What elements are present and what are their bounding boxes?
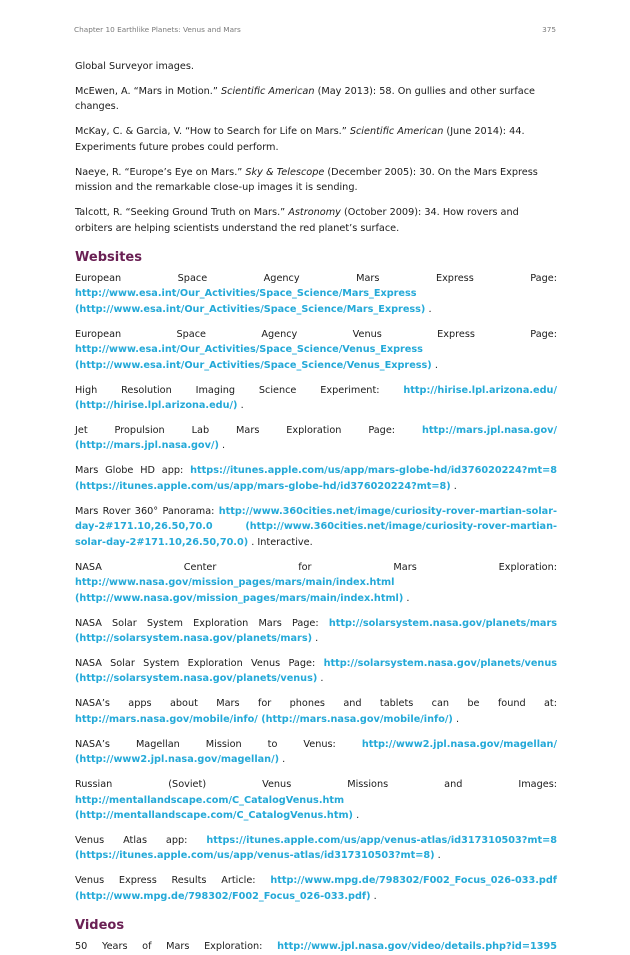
website-entry: NASA’s Magellan Mission to Venus: http://www2.jpl.nasa.gov/magellan/ (http://www2.jpl.nasa.gov/magellan/) . [75,738,557,766]
website-link[interactable]: http://mentallandscape.com/C_CatalogVenus.htm (http://mentallandscape.com/C_CatalogVenus.htm) [75,794,353,821]
website-link[interactable]: http://www.nasa.gov/mission_pages/mars/main/index.html (http://www.nasa.gov/mission_pages/mars/main/index.html) [75,577,404,604]
reference-entry: Naeye, R. “Europe’s Eye on Mars.” Sky & Telescope (December 2005): 30. On the Mars Express mission and the remarkable close-up images it is sending. [75,166,538,194]
publication-title: Scientific American [349,126,444,138]
website-link[interactable]: http://mars.nasa.gov/mobile/info/ (http://mars.nasa.gov/mobile/info/) [75,713,453,725]
website-link[interactable]: http://www.esa.int/Our_Activities/Space_Science/Mars_Express (http://www.esa.int/Our_Activities/Space_Science/Mars_Express) [75,288,426,315]
website-link[interactable]: http://mars.jpl.nasa.gov/ (http://mars.jpl.nasa.gov/) [75,425,557,452]
website-entry: High Resolution Imaging Science Experiment: http://hirise.lpl.arizona.edu/ (http://hirise.lpl.arizona.edu/) . [75,384,557,412]
reference-entry: McEwen, A. “Mars in Motion.” Scientific American (May 2013): 58. On gullies and other surface changes. [75,86,536,113]
website-link[interactable]: http://solarsystem.nasa.gov/planets/venus (http://solarsystem.nasa.gov/planets/venus) [75,657,557,685]
reference-entry: McKay, C. & Garcia, V. “How to Search for Life on Mars.” Scientific American (June 2014): 44. Experiments future probes could perform. [75,126,525,153]
reference-entry: Talcott, R. “Seeking Ground Truth on Mars.” Astronomy (October 2009): 34. How rovers and orbiters are helping scientists understand the red planet’s surface. [75,207,519,234]
website-entry: NASA Solar System Exploration Mars Page: http://solarsystem.nasa.gov/planets/mars (http://solarsystem.nasa.gov/planets/mars) . [75,617,557,644]
websites-heading: Websites [75,250,142,266]
website-link[interactable]: https://itunes.apple.com/us/app/mars-globe-hd/id376020224?mt=8 (https://itunes.apple.com/us/app/mars-globe-hd/id376020224?mt=8) [75,465,557,492]
website-entry: NASA Center for Mars Exploration: http://www.nasa.gov/mission_pages/mars/main/index.html (http://www.nasa.gov/mission_pages/mars/main/index.html) . [75,561,557,604]
main-content [75,59,557,955]
website-link[interactable]: http://www.360cities.net/image/curiosity-rover-martian-solar-day-2#171.10,26.50,70.0 (http://www.360cities.net/image/curiosity-rover-martian-solar-day-2#171.10,26.50,70.0) [75,505,557,548]
page-number: 375 [542,25,556,34]
publication-title: Astronomy [288,207,341,219]
website-entry: NASA Solar System Exploration Venus Page: http://solarsystem.nasa.gov/planets/venus (http://solarsystem.nasa.gov/planets/venus) . [75,657,557,685]
publication-title: Sky & Telescope [245,166,325,178]
website-link[interactable]: http://www2.jpl.nasa.gov/magellan/ (http://www2.jpl.nasa.gov/magellan/) [75,738,557,766]
video-entry: 50 Years of Mars Exploration: http://www.jpl.nasa.gov/video/details.php?id=1395 [75,939,557,954]
chapter-title: Chapter 10 Earthlike Planets: Venus and Mars [74,25,241,34]
website-entry: Venus Atlas app: https://itunes.apple.com/us/app/venus-atlas/id317310503?mt=8 (https://itunes.apple.com/us/app/venus-atlas/id317310503?mt=8) . [75,834,557,862]
website-link[interactable]: http://www.mpg.de/798302/F002_Focus_026-033.pdf (http://www.mpg.de/798302/F002_Focus_026-033.pdf) [75,875,557,902]
website-entry: Venus Express Results Article: http://www.mpg.de/798302/F002_Focus_026-033.pdf (http://www.mpg.de/798302/F002_Focus_026-033.pdf) . [75,875,557,902]
website-entry: Mars Rover 360° Panorama: http://www.360cities.net/image/curiosity-rover-martian-solar-day-2#171.10,26.50,70.0 (http://www.360cities.net/image/curiosity-rover-martian-solar-day-2#171.10,26.50,70.0) . Interactive. [75,505,557,548]
website-link[interactable]: http://solarsystem.nasa.gov/planets/mars (http://solarsystem.nasa.gov/planets/mars) [75,617,557,644]
running-head [74,25,556,34]
video-link[interactable]: http://www.jpl.nasa.gov/video/details.php?id=1395 [277,941,557,953]
publication-title: Scientific American [220,86,315,97]
website-entry: NASA’s apps about Mars for phones and tablets can be found at: http://mars.nasa.gov/mobile/info/ (http://mars.nasa.gov/mobile/info/) . [75,698,557,725]
website-entry: European Space Agency Mars Express Page: http://www.esa.int/Our_Activities/Space_Science/Mars_Express (http://www.esa.int/Our_Activities/Space_Science/Mars_Express) . [75,273,557,315]
website-entry: European Space Agency Venus Express Page: http://www.esa.int/Our_Activities/Space_Science/Venus_Express (http://www.esa.int/Our_Activities/Space_Science/Venus_Express) . [75,328,557,371]
website-link[interactable]: http://hirise.lpl.arizona.edu/ (http://hirise.lpl.arizona.edu/) [75,384,557,412]
reference-entry: Global Surveyor images. [75,61,194,72]
website-link[interactable]: http://www.esa.int/Our_Activities/Space_Science/Venus_Express (http://www.esa.int/Our_Activities/Space_Science/Venus_Express) [75,344,432,371]
website-entry: Mars Globe HD app: https://itunes.apple.com/us/app/mars-globe-hd/id376020224?mt=8 (https://itunes.apple.com/us/app/mars-globe-hd/id376020224?mt=8) . [75,465,557,492]
website-entry: Jet Propulsion Lab Mars Exploration Page: http://mars.jpl.nasa.gov/ (http://mars.jpl.nasa.gov/) . [75,425,557,452]
website-link[interactable]: https://itunes.apple.com/us/app/venus-atlas/id317310503?mt=8 (https://itunes.apple.com/us/app/venus-atlas/id317310503?mt=8) [75,834,557,862]
website-entry: Russian (Soviet) Venus Missions and Images: http://mentallandscape.com/C_CatalogVenus.htm (http://mentallandscape.com/C_CatalogVenus.htm) . [75,779,557,821]
videos-heading: Videos [75,918,125,934]
